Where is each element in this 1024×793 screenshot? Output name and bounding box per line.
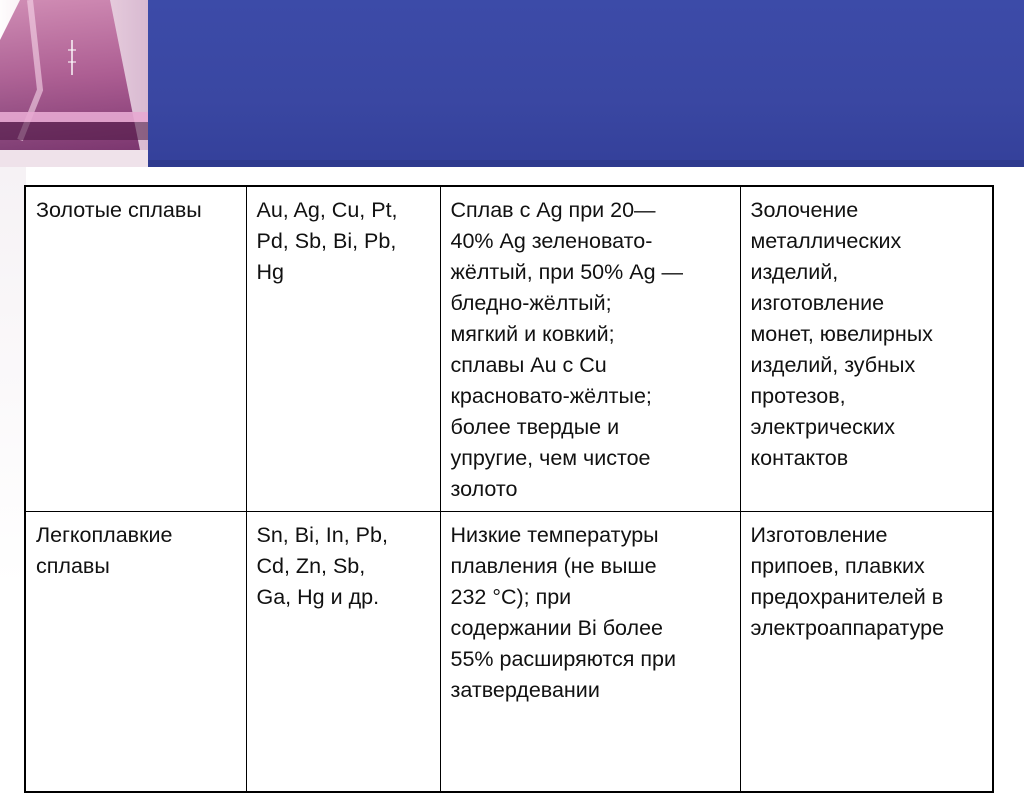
table-row <box>25 512 993 793</box>
alloys-table-container <box>24 185 992 767</box>
flask-image <box>0 0 148 167</box>
header-divider <box>148 160 1024 167</box>
header-banner <box>0 0 1024 167</box>
flask-icon <box>0 0 148 167</box>
alloy-properties: Сплав с Ag при 20— 40% Ag зеленовато- жёлтый, при 50% Ag — бледно-жёлтый; мягкий и ковкий; сплавы Au с Cu красновато-жёлтые; более твердые и упругие, чем чистое золото <box>450 198 684 501</box>
table-row <box>25 186 993 512</box>
alloy-name: Легкоплавкие сплавы <box>36 523 173 578</box>
composition-cell <box>246 512 440 793</box>
alloy-name: Золотые сплавы <box>36 198 202 222</box>
usage-cell <box>740 512 993 793</box>
alloy-composition: Au, Ag, Cu, Pt, Pd, Sb, Bi, Pb, Hg <box>256 198 398 284</box>
alloy-properties: Низкие температуры плавления (не выше 232 °С); при содержании Bi более 55% расширяются при затвердевании <box>450 523 677 702</box>
alloy-usage: Золочение металлических изделий, изготовление монет, ювелирных изделий, зубных протезов, электрических контактов <box>750 198 933 470</box>
usage-cell <box>740 186 993 512</box>
composition-cell <box>246 186 440 512</box>
properties-cell <box>440 186 740 512</box>
alloy-name-cell <box>25 186 246 512</box>
alloy-composition: Sn, Bi, In, Pb, Cd, Zn, Sb, Ga, Hg и др. <box>256 523 388 609</box>
alloys-table <box>24 185 994 793</box>
alloy-name-cell <box>25 512 246 793</box>
side-decoration <box>0 167 26 767</box>
properties-cell <box>440 512 740 793</box>
alloy-usage: Изготовление припоев, плавких предохранителей в электроаппаратуре <box>750 523 945 640</box>
